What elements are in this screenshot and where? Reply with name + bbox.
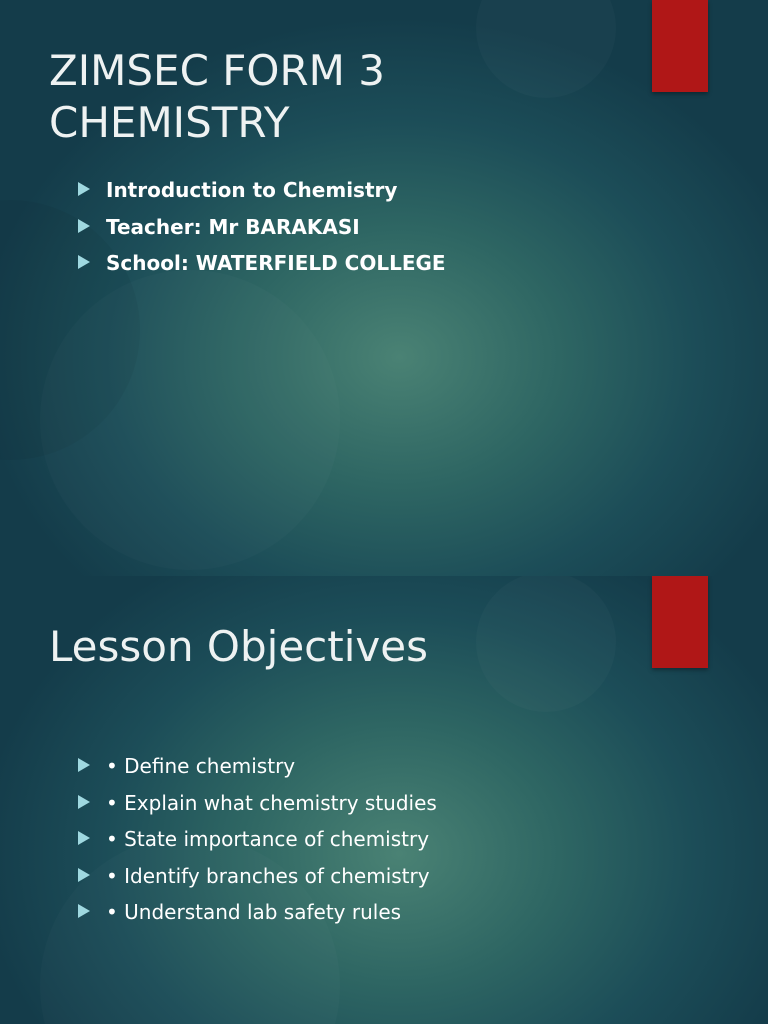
accent-tab	[652, 576, 708, 668]
objective-item	[78, 898, 437, 935]
objective-item	[78, 752, 437, 789]
triangle-right-icon	[78, 182, 90, 196]
triangle-right-icon	[78, 795, 90, 809]
slide-objectives-heading: Lesson Objectives	[49, 622, 428, 671]
decorative-circle	[40, 270, 340, 570]
triangle-right-icon	[78, 255, 90, 269]
accent-tab	[652, 0, 708, 92]
objective-item	[78, 862, 437, 899]
title-line-2: CHEMISTRY	[49, 98, 290, 147]
triangle-right-icon	[78, 219, 90, 233]
bullet-item	[78, 213, 446, 250]
objective-text: • Identify branches of chemistry	[106, 863, 430, 888]
triangle-right-icon	[78, 831, 90, 845]
objectives-list	[78, 752, 437, 935]
objective-text: • Understand lab safety rules	[106, 900, 402, 924]
bullet-text: School: WATERFIELD COLLEGE	[106, 251, 446, 275]
triangle-right-icon	[78, 868, 90, 882]
objective-text: • State importance of chemistry	[106, 827, 430, 851]
title-line-1: ZIMSEC FORM 3	[49, 46, 385, 95]
triangle-right-icon	[78, 758, 90, 772]
bullet-text: Introduction to Chemistry	[106, 178, 398, 202]
bullet-text: Teacher: Mr BARAKASI	[106, 214, 360, 239]
objective-text: • Define chemistry	[106, 754, 296, 778]
objective-item	[78, 789, 437, 826]
objective-item	[78, 825, 437, 862]
bullet-list	[78, 176, 446, 286]
bullet-item	[78, 249, 446, 286]
objective-text: • Explain what chemistry studies	[106, 790, 437, 815]
slide-objectives	[0, 576, 768, 1024]
triangle-right-icon	[78, 904, 90, 918]
slide-title-heading	[49, 45, 609, 149]
bullet-item	[78, 176, 446, 213]
